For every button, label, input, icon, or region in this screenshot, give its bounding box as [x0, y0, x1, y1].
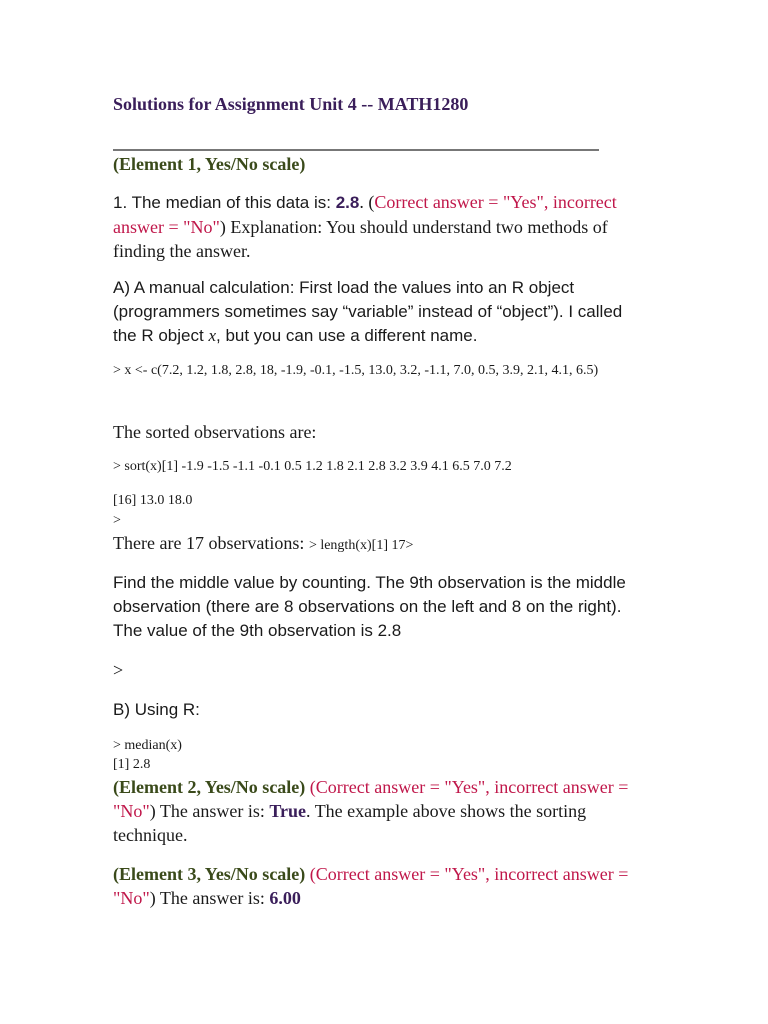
code-sort-cont: [16] 13.0 18.0: [113, 493, 193, 508]
count-text: There are 17 observations:: [113, 533, 309, 553]
element-2-paragraph: [113, 775, 633, 847]
q1-text: 1. The median of this data is:: [113, 193, 336, 212]
code-assign: > x <- c(7.2, 1.2, 1.8, 2.8, 18, -1.9, -0.1, -1.5, 13.0, 3.2, -1.1, 7.0, 0.5, 3.9, 2.1, 4.1, 6.5): [113, 363, 599, 378]
variable-name: x: [208, 326, 216, 345]
element-3-label: (Element 3, Yes/No scale: [113, 864, 300, 884]
correct-answer-note: Correct answer = "Yes", incorrect answer = "No": [113, 192, 617, 237]
part-a-paragraph: [113, 276, 633, 348]
correct-answer-note: (Correct answer = "Yes", incorrect answer = "No": [113, 777, 629, 821]
answer-suffix: . The example above shows the sorting technique.: [113, 801, 587, 845]
element-3-paragraph: [113, 862, 633, 910]
q1-explanation: ) Explanation: You should understand two methods of finding the answer.: [113, 217, 608, 261]
paren-close: ): [299, 154, 306, 174]
answer-prefix: ) The answer is:: [149, 801, 270, 821]
prompt-line: >: [113, 660, 124, 680]
page-title: Solutions for Assignment Unit 4 -- MATH1280: [113, 94, 469, 114]
code-sort: > sort(x)[1] -1.9 -1.5 -1.1 -0.1 0.5 1.2 1.8 2.1 2.8 3.2 3.9 4.1 6.5 7.0 7.2: [113, 459, 512, 474]
middle-paragraph: Find the middle value by counting. The 9th observation is the middle observation (there are 8 observations on the left and 8 on the right). The value of the 9th observation is 2.8: [113, 573, 626, 640]
element-label: Element 1,: [119, 154, 205, 174]
q1-value: 2.8: [335, 193, 360, 212]
element-2-label: (Element 2, Yes/No scale: [113, 777, 300, 797]
correct-answer-note: (Correct answer = "Yes", incorrect answer = "No": [113, 864, 629, 908]
part-a-text-end: , but you can use a different name.: [216, 326, 478, 345]
scale-yes: Yes: [204, 154, 231, 174]
code-median-result: [1] 2.8: [113, 757, 151, 772]
paren-open: (: [113, 154, 119, 174]
part-b-heading: B) Using R:: [113, 700, 200, 719]
count-line: [113, 531, 673, 556]
element-2-close: ): [299, 777, 306, 797]
answer-value: 6.00: [269, 888, 301, 908]
horizontal-rule: [113, 149, 599, 151]
answer-prefix: ) The answer is:: [149, 888, 270, 908]
scale-rest: /No scale: [230, 154, 300, 174]
code-median: > median(x): [113, 738, 182, 753]
element-3-close: ): [299, 864, 306, 884]
question-1: [113, 190, 653, 263]
code-prompt: >: [113, 513, 121, 528]
sorted-label: The sorted observations are:: [113, 422, 317, 442]
element-1-heading: [113, 152, 673, 176]
q1-sep: . (: [359, 192, 375, 212]
count-code: > length(x)[1] 17>: [308, 538, 414, 553]
part-a-text: A) A manual calculation: First load the values into an R object (programmers sometimes say “variable” instead of “object”). I called the R object: [113, 278, 623, 345]
answer-value: True: [269, 801, 307, 821]
